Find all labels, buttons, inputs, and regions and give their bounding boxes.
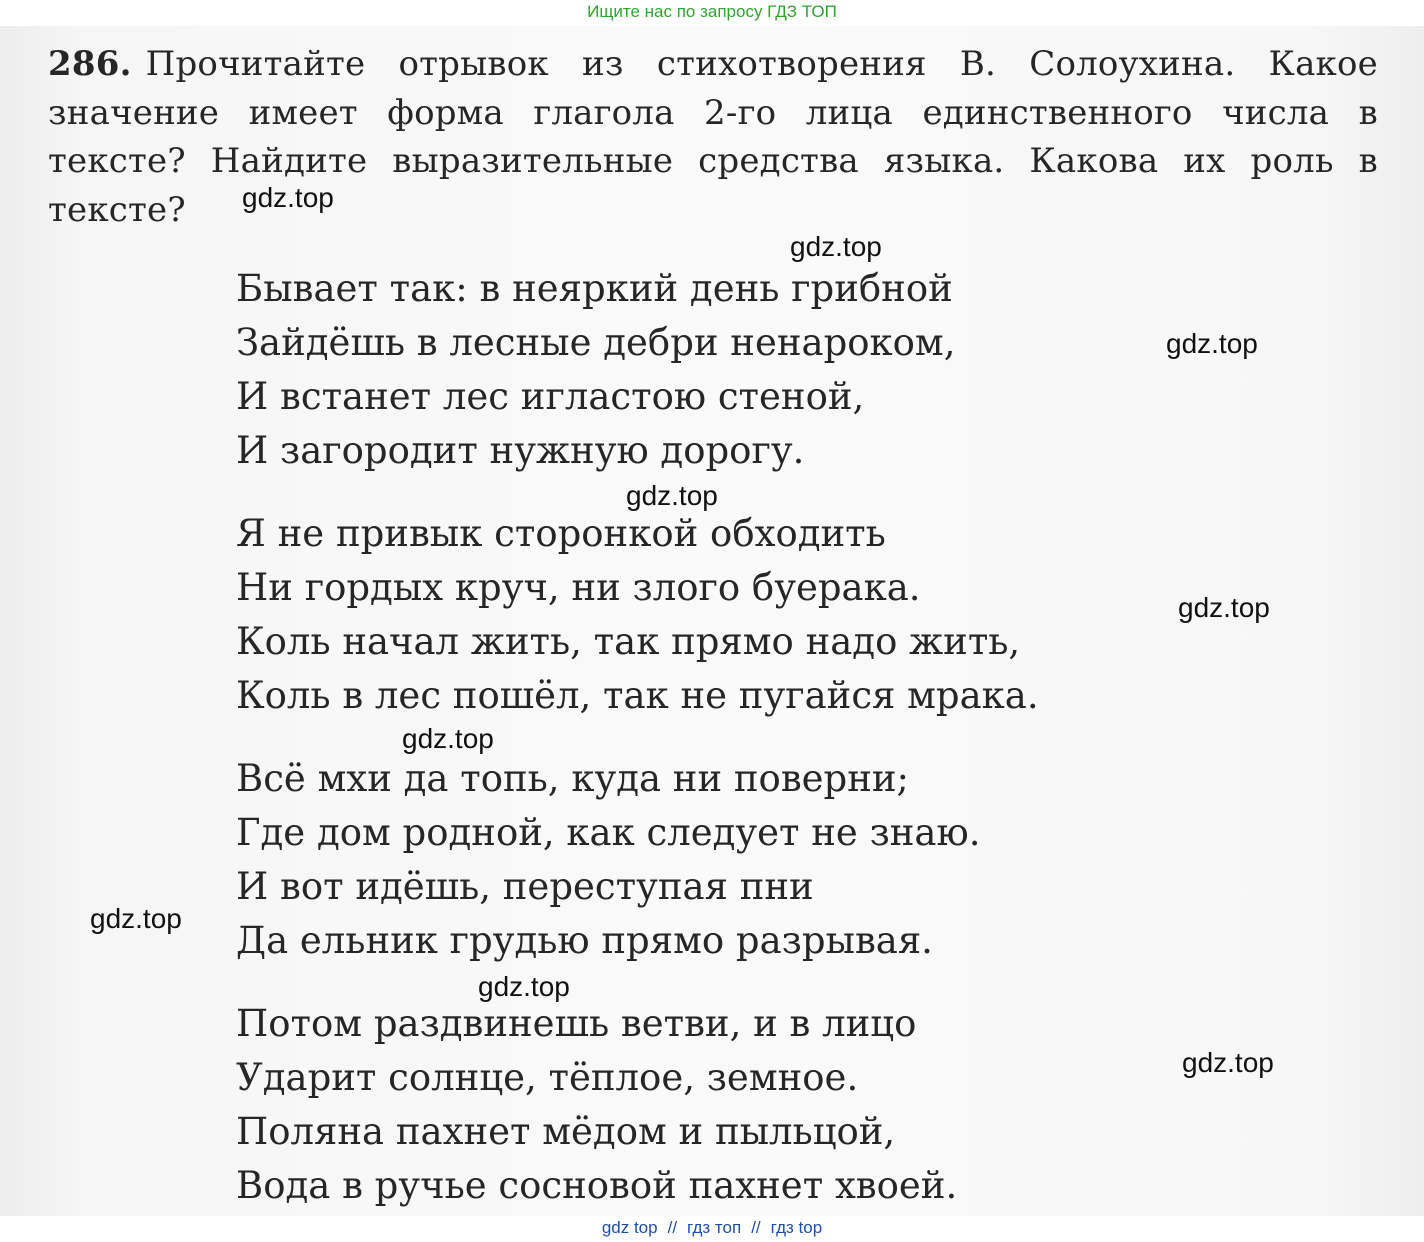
watermark: gdz.top [402, 723, 494, 754]
stanza-3 [236, 752, 1336, 968]
poem-line: Всё мхи да топь, куда ни поверни; [236, 757, 910, 800]
task-number: 286. [48, 44, 132, 84]
poem-line: Да ельник грудью прямо разрывая. [236, 919, 933, 962]
top-search-banner: Ищите нас по запросу ГДЗ ТОП [587, 2, 837, 21]
stanza-2 [236, 507, 1336, 723]
watermark: gdz.top [1182, 1047, 1274, 1078]
poem-line: Бывает так: в неяркий день грибной [236, 267, 953, 310]
footer-separator: // [667, 1218, 678, 1237]
watermark: gdz.top [478, 971, 570, 1002]
poem-line: И встанет лес игластою стеной, [236, 375, 865, 418]
watermark: gdz.top [242, 182, 334, 213]
poem-line: И вот идёшь, переступая пни [236, 865, 814, 908]
poem-line: Вода в ручье сосновой пахнет хвоей. [236, 1164, 958, 1207]
footer-separator: // [751, 1218, 761, 1237]
footer-link[interactable]: гдз топ [687, 1218, 742, 1237]
textbook-page [0, 26, 1424, 1216]
footer-links [0, 1216, 1424, 1242]
poem-line: И загородит нужную дорогу. [236, 429, 805, 472]
poem-line: Ударит солнце, тёплое, земное. [236, 1056, 859, 1099]
poem-line: Зайдёшь в лесные дебри ненароком, [236, 321, 956, 364]
watermark: gdz.top [626, 480, 718, 511]
stanza-4 [236, 997, 1336, 1213]
watermark: gdz.top [790, 231, 882, 262]
watermark: gdz.top [1166, 328, 1258, 359]
poem-excerpt [236, 262, 1336, 1216]
watermark: gdz.top [90, 903, 182, 934]
stanza-1 [236, 262, 1336, 478]
task-text: Прочитайте отрывок из стихотворения В. Солоухина. Какое значение имеет форма глагола 2-го лица единственного числа в тексте? Найдите выразительные средства языка. Какова их роль в тексте? [48, 44, 1378, 230]
footer-link[interactable]: gdz top [601, 1218, 658, 1237]
poem-line: Я не привык сторонкой обходить [236, 512, 886, 555]
footer-link[interactable]: гдз top [770, 1218, 823, 1237]
poem-line: Коль в лес пошёл, так не пугайся мрака. [236, 674, 1039, 717]
poem-line: Поляна пахнет мёдом и пыльцой, [236, 1110, 896, 1153]
poem-line: Где дом родной, как следует не знаю. [236, 811, 981, 854]
poem-line: Потом раздвинешь ветви, и в лицо [236, 1002, 917, 1045]
poem-line: Коль начал жить, так прямо надо жить, [236, 620, 1021, 663]
poem-line: Ни гордых круч, ни злого буерака. [236, 566, 921, 609]
watermark: gdz.top [1178, 592, 1270, 623]
